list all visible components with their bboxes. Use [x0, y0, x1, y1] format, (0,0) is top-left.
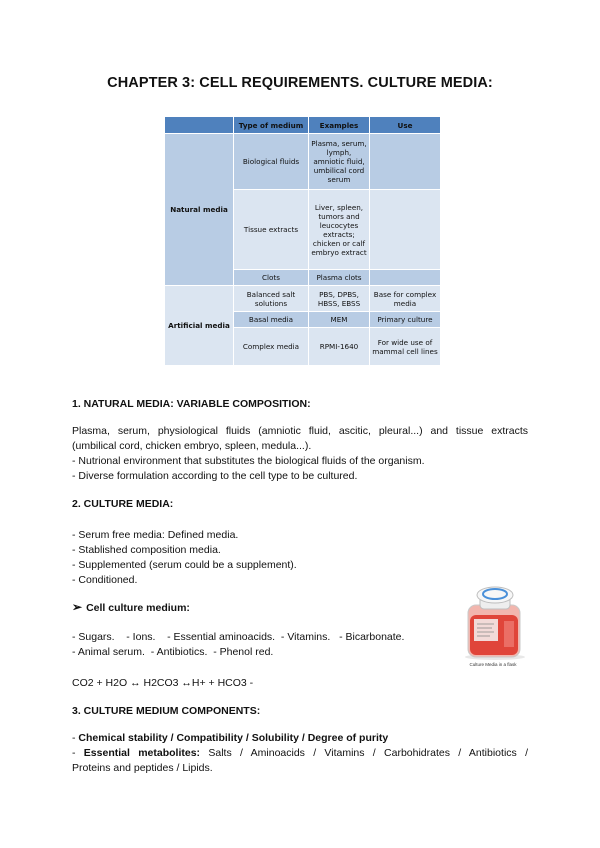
table-cell: RPMI-1640	[309, 328, 370, 366]
table-cell: Primary culture	[370, 312, 441, 328]
arrow-bullet-icon: ➢	[72, 600, 83, 614]
table-cell: Liver, spleen, tumors and leucocytes extracts; chicken or calf embryo extract	[309, 190, 370, 270]
sub-heading	[72, 600, 190, 616]
table-cell: Tissue extracts	[234, 190, 309, 270]
table-cell: Base for complex media	[370, 286, 441, 312]
section-3-heading: 3. CULTURE MEDIUM COMPONENTS:	[72, 705, 261, 717]
line-prefix: -	[72, 732, 79, 744]
table-cell: PBS, DPBS, HBSS, EBSS	[309, 286, 370, 312]
table-cell: Basal media	[234, 312, 309, 328]
bold-text: Essential metabolites:	[83, 747, 201, 759]
artificial-media-label: Artificial media	[165, 286, 234, 366]
header-cell: Examples	[309, 117, 370, 134]
section-1-bullet: - Nutrional environment that substitutes the biological fluids of the organism.	[72, 455, 425, 467]
table-cell: Plasma, serum, lymph, amniotic fluid, umbilical cord serum	[309, 134, 370, 190]
sub-heading-text: Cell culture medium:	[86, 602, 190, 614]
image-caption: Culture Media in a flask	[469, 662, 517, 667]
table-cell: Balanced salt solutions	[234, 286, 309, 312]
section-3-line	[72, 731, 388, 746]
list-item: - Serum free media: Defined media.	[72, 529, 239, 541]
section-1-paragraph-line: (umbilical cord, chicken embryo, spleen, medula...).	[72, 440, 312, 452]
section-3-line	[72, 746, 528, 761]
page-title: CHAPTER 3: CELL REQUIREMENTS. CULTURE MEDIA:	[107, 75, 493, 91]
table-cell: MEM	[309, 312, 370, 328]
table-cell	[370, 190, 441, 270]
section-2-heading: 2. CULTURE MEDIA:	[72, 498, 174, 510]
table-cell: For wide use of mammal cell lines	[370, 328, 441, 366]
table-row	[165, 286, 441, 312]
table-cell: Complex media	[234, 328, 309, 366]
list-item: - Conditioned.	[72, 574, 138, 586]
table-cell: Plasma clots	[309, 270, 370, 286]
culture-flask-image	[460, 585, 530, 666]
line-text: Salts / Aminoacids / Vitamins / Carbohidrates / Antibiotics /	[200, 747, 528, 759]
header-cell: Type of medium	[234, 117, 309, 134]
bold-text: Chemical stability / Compatibility / Solubility / Degree of purity	[78, 732, 389, 744]
table-cell	[370, 134, 441, 190]
header-cell	[165, 117, 234, 134]
table-row	[165, 134, 441, 190]
table-cell: Biological fluids	[234, 134, 309, 190]
table-cell: Clots	[234, 270, 309, 286]
flask-icon	[460, 585, 530, 661]
list-item: - Supplemented (serum could be a supplement).	[72, 559, 297, 571]
header-cell: Use	[370, 117, 441, 134]
natural-media-label: Natural media	[165, 134, 234, 286]
section-1-paragraph-line: Plasma, serum, physiological fluids (amniotic fluid, ascitic, pleural...) and tissue extracts	[72, 425, 528, 437]
culture-media-table	[164, 116, 441, 366]
line-prefix: -	[72, 747, 84, 759]
list-item: - Stablished composition media.	[72, 544, 221, 556]
section-3-line: Proteins and peptides / Lipids.	[72, 762, 213, 774]
table-header-row	[165, 117, 441, 134]
section-1-bullet: - Diverse formulation according to the cell type to be cultured.	[72, 470, 358, 482]
components-line: - Animal serum. - Antibiotics. - Phenol red.	[72, 646, 274, 658]
components-line: - Sugars. - Ions. - Essential aminoacids. - Vitamins. - Bicarbonate.	[72, 631, 405, 643]
table-cell	[370, 270, 441, 286]
section-1-heading: 1. NATURAL MEDIA: VARIABLE COMPOSITION:	[72, 398, 311, 410]
equation: CO2 + H2O ↔ H2CO3 ↔H+ + HCO3 -	[72, 677, 254, 689]
